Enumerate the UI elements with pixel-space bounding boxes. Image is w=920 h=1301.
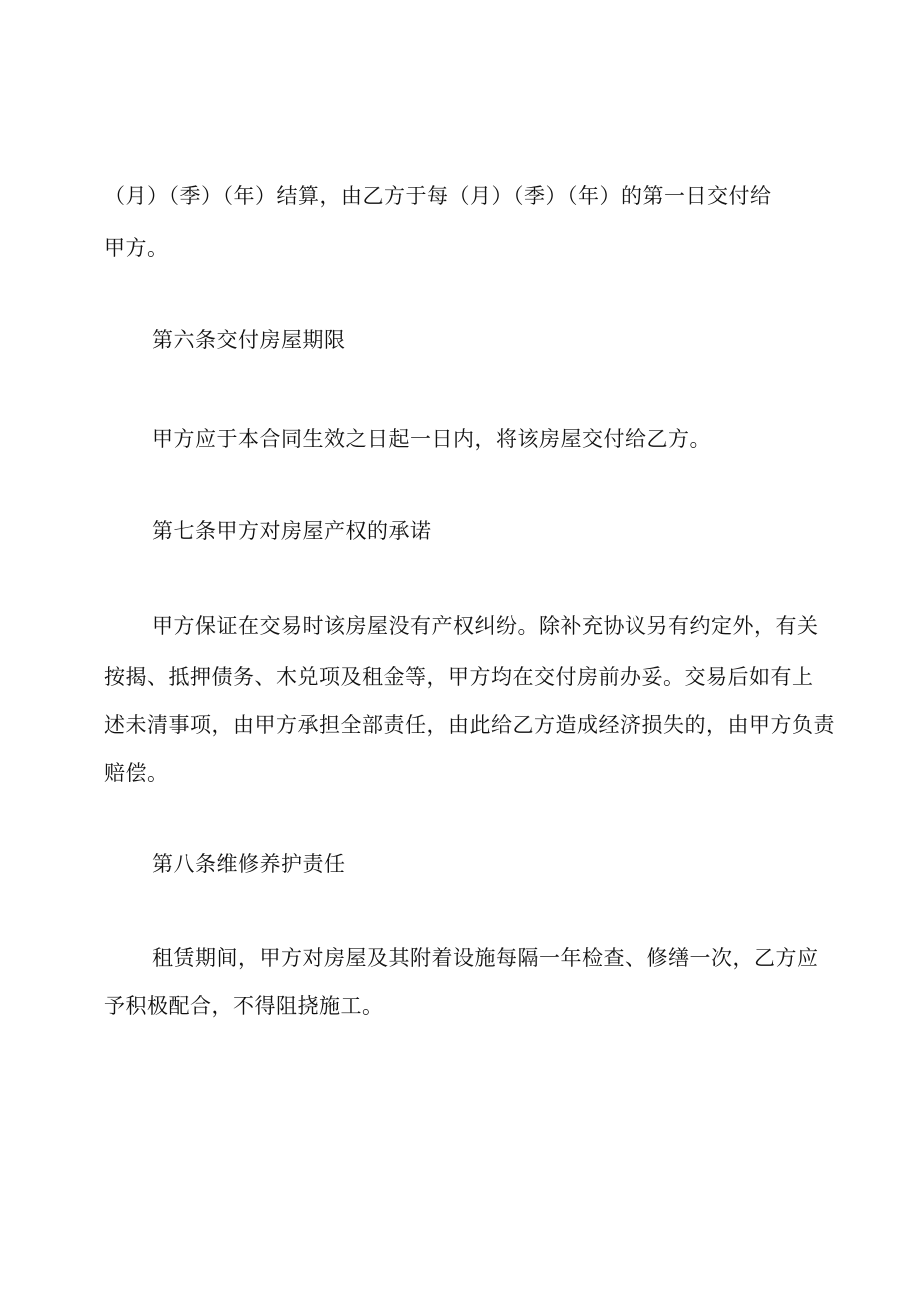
heading-article-8: 第八条维修养护责任 <box>152 852 346 876</box>
paragraph-title-line-4: 赔偿。 <box>104 761 169 785</box>
paragraph-title-line-2: 按揭、抵押债务、木兑项及租金等，甲方均在交付房前办妥。交易后如有上 <box>104 665 814 689</box>
paragraph-title-line-1: 甲方保证在交易时该房屋没有产权纠纷。除补充协议另有约定外，有关 <box>152 614 819 638</box>
heading-article-7: 第七条甲方对房屋产权的承诺 <box>152 519 432 543</box>
paragraph-payment-line-1: （月）（季）（年）结算，由乙方于每（月）（季）（年）的第一日交付给 <box>104 184 772 208</box>
paragraph-delivery-line-1: 甲方应于本合同生效之日起一日内，将该房屋交付给乙方。 <box>152 427 711 451</box>
heading-article-6: 第六条交付房屋期限 <box>152 328 346 352</box>
paragraph-maintenance-line-1: 租赁期间，甲方对房屋及其附着设施每隔一年检查、修缮一次，乙方应 <box>152 946 819 970</box>
paragraph-maintenance-line-2: 予积极配合，不得阻挠施工。 <box>104 994 384 1018</box>
paragraph-payment-line-2: 甲方。 <box>104 236 169 260</box>
paragraph-title-line-3: 述未清事项，由甲方承担全部责任，由此给乙方造成经济损失的，由甲方负责 <box>104 713 835 737</box>
